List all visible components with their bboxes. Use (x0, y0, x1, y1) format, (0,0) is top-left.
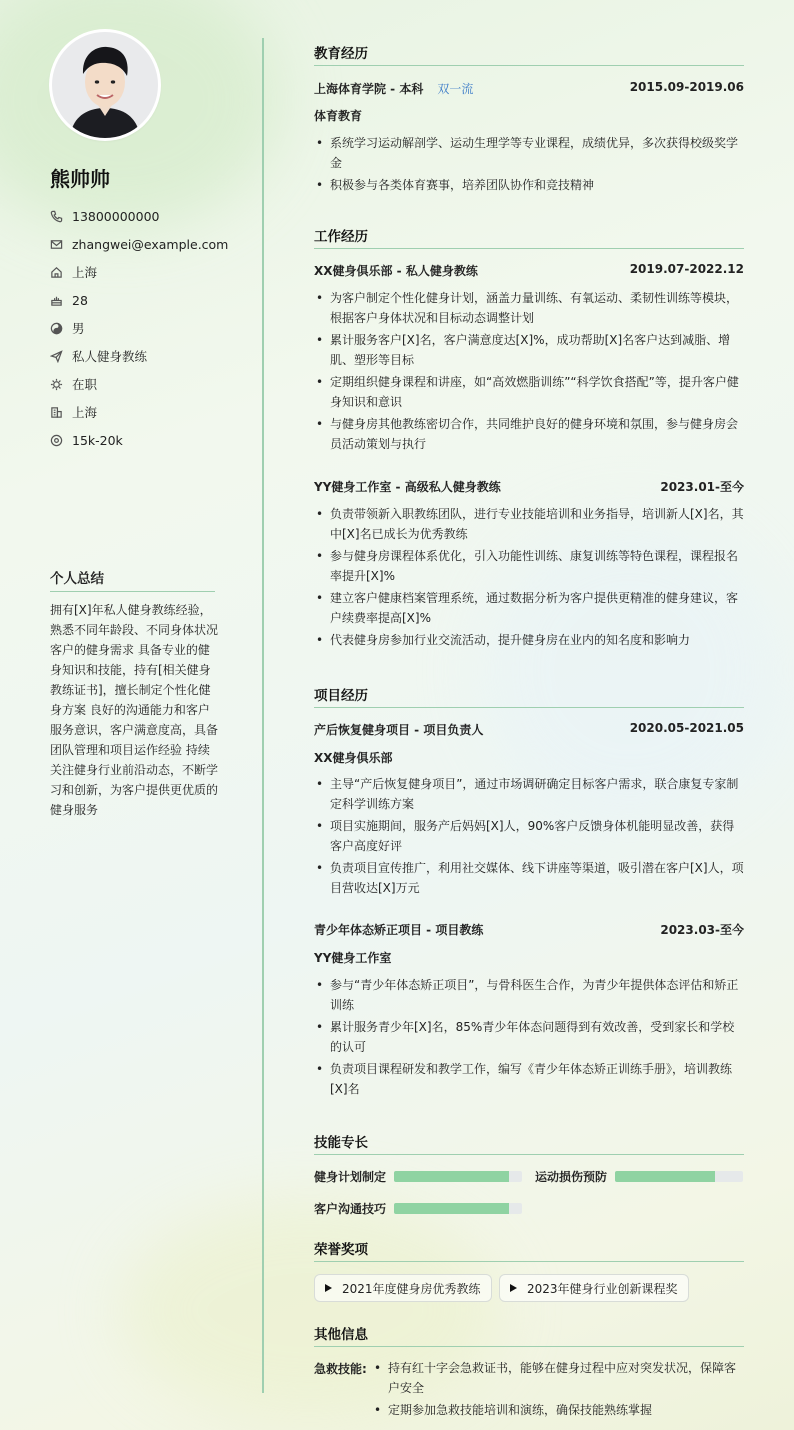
skill-bar (394, 1171, 522, 1182)
info-email-text: zhangwei@example.com (72, 236, 229, 252)
info-phone (50, 202, 260, 230)
award-text: 2021年度健身房优秀教练 (342, 1281, 481, 1296)
education-major: 体育教育 (314, 109, 363, 123)
info-location-text: 上海 (72, 265, 98, 280)
info-email (50, 230, 260, 258)
list-item: • 累计服务青少年[X]名，85%青少年体态问题得到有效改善，受到家长和学校的认可 (314, 1017, 744, 1057)
other-section-title: 其他信息 (314, 1323, 744, 1347)
list-item: • 负责带领新入职教练团队，进行专业技能培训和业务指导，培训新人[X]名，其中[X]名已成长为优秀教练 (314, 504, 744, 544)
project-2-org: YY健身工作室 (314, 951, 392, 965)
project-1-head (314, 721, 744, 738)
list-item: • 持有红十字会急救证书，能够在健身过程中应对突发状况，保障客户安全 (372, 1358, 744, 1398)
job-2-title: YY健身工作室 - 高级私人健身教练 (314, 480, 501, 494)
info-salary-text: 15k-20k (72, 432, 123, 448)
skill-bar (394, 1203, 522, 1214)
list-item: • 代表健身房参加行业交流活动，提升健身房在业内的知名度和影响力 (314, 630, 744, 650)
job-1-title: XX健身俱乐部 - 私人健身教练 (314, 264, 478, 278)
salary-icon (50, 434, 63, 447)
list-item: • 主导“产后恢复健身项目”，通过市场调研确定目标客户需求，联合康复专家制定科学训练方案 (314, 774, 744, 814)
avatar (52, 32, 158, 138)
home-icon (50, 266, 63, 279)
list-item: • 参与“青少年体态矫正项目”，与骨科医生合作，为青少年提供体态评估和矫正训练 (314, 975, 744, 1015)
mail-icon (50, 238, 63, 251)
profile-name: 熊帅帅 (50, 167, 110, 191)
info-city (50, 398, 260, 426)
info-city-text: 上海 (72, 405, 98, 420)
education-row-head (314, 80, 744, 97)
summary-title: 个人总结 (50, 567, 215, 592)
skills-section-title: 技能专长 (314, 1131, 744, 1155)
education-date: 2015.09-2019.06 (629, 80, 744, 94)
skill-item (314, 1200, 522, 1217)
play-triangle-icon (325, 1284, 332, 1292)
list-item: • 定期参加急救技能培训和演练，确保技能熟练掌握 (372, 1400, 744, 1420)
play-triangle-icon (510, 1284, 517, 1292)
list-item: • 系统学习运动解剖学、运动生理学等专业课程，成绩优异，多次获得校级奖学金 (314, 133, 744, 173)
education-section-title: 教育经历 (314, 42, 744, 66)
awards-section-title: 荣誉奖项 (314, 1238, 744, 1262)
info-salary (50, 426, 260, 454)
list-item: • 建立客户健康档案管理系统，通过数据分析为客户提供更精准的健身建议，客户续费率提高[X]% (314, 588, 744, 628)
sidebar (0, 0, 262, 1430)
project-2-bullets (314, 975, 744, 1101)
info-gender (50, 314, 260, 342)
work-section-title: 工作经历 (314, 225, 744, 249)
award-text: 2023年健身行业创新课程奖 (527, 1281, 678, 1296)
job-1-head (314, 262, 744, 279)
info-age-text: 28 (72, 292, 88, 308)
job-2-head (314, 478, 744, 495)
skill-item (535, 1168, 743, 1185)
status-icon (50, 378, 63, 391)
info-age (50, 286, 260, 314)
projects-section-title: 项目经历 (314, 684, 744, 708)
list-item: • 定期组织健身课程和讲座，如“高效燃脂训练”“科学饮食搭配”等，提升客户健身知识和意识 (314, 372, 744, 412)
info-status (50, 370, 260, 398)
job-1-bullets (314, 288, 744, 456)
job-2-date: 2023.01-至今 (660, 480, 744, 494)
project-1-date: 2020.05-2021.05 (629, 721, 744, 735)
skill-bar (615, 1171, 743, 1182)
education-tag: 双一流 (437, 82, 474, 96)
info-gender-text: 男 (72, 321, 85, 336)
skill-bar-fill (394, 1171, 509, 1182)
list-item: • 累计服务客户[X]名，客户满意度达[X]%，成功帮助[X]名客户达到减脂、增肌、塑形等目标 (314, 330, 744, 370)
info-position (50, 342, 260, 370)
skill-label: 健身计划制定 (314, 1170, 387, 1184)
info-phone-text: 13800000000 (72, 208, 160, 224)
job-1-date: 2019.07-2022.12 (629, 262, 744, 276)
info-position-text: 私人健身教练 (72, 349, 148, 364)
project-2-title: 青少年体态矫正项目 - 项目教练 (314, 923, 484, 937)
skill-label: 客户沟通技巧 (314, 1202, 387, 1216)
summary-text: 拥有[X]年私人健身教练经验，熟悉不同年龄段、不同身体状况客户的健身需求 具备专业的健身知识和技能，持有[相关健身教练证书]，擅长制定个性化健身方案 良好的沟通能力和客户服务意识，客户满意度高，具备团队管理和项目运作经验 持续关注健身行业前沿动态，不断学习和创新，为客户提供更优质的健身服务 (50, 603, 219, 817)
building-icon (50, 406, 63, 419)
education-school: 上海体育学院 - 本科 (314, 82, 424, 96)
avatar-portrait-icon (52, 32, 158, 138)
skill-bar-fill (394, 1203, 509, 1214)
info-location (50, 258, 260, 286)
education-bullets (314, 133, 744, 197)
phone-icon (50, 210, 63, 223)
list-item: • 负责项目课程研发和教学工作，编写《青少年体态矫正训练手册》，培训教练[X]名 (314, 1059, 744, 1099)
info-status-text: 在职 (72, 377, 98, 392)
award-badge (314, 1274, 492, 1302)
send-icon (50, 350, 63, 363)
list-item: • 负责项目宣传推广，利用社交媒体、线下讲座等渠道，吸引潜在客户[X]人，项目营收达[X]万元 (314, 858, 744, 898)
project-1-title: 产后恢复健身项目 - 项目负责人 (314, 723, 484, 737)
award-badge (499, 1274, 689, 1302)
project-2-head (314, 921, 744, 938)
list-item: • 项目实施期间，服务产后妈妈[X]人，90%客户反馈身体机能明显改善，获得客户高度好评 (314, 816, 744, 856)
age-icon (50, 294, 63, 307)
contact-info-list (50, 202, 260, 454)
other-label: 急救技能: (314, 1362, 367, 1376)
vertical-divider (262, 38, 264, 1393)
skill-bar-fill (615, 1171, 715, 1182)
project-2-date: 2023.03-至今 (660, 923, 744, 937)
list-item: • 为客户制定个性化健身计划，涵盖力量训练、有氧运动、柔韧性训练等模块，根据客户身体状况和目标动态调整计划 (314, 288, 744, 328)
gender-icon (50, 322, 63, 335)
project-1-org: XX健身俱乐部 (314, 751, 393, 765)
project-1-bullets (314, 774, 744, 900)
job-2-bullets (314, 504, 744, 652)
list-item: • 积极参与各类体育赛事，培养团队协作和竞技精神 (314, 175, 744, 195)
list-item: • 与健身房其他教练密切合作，共同维护良好的健身环境和氛围，参与健身房会员活动策划与执行 (314, 414, 744, 454)
skill-label: 运动损伤预防 (535, 1170, 608, 1184)
skill-item (314, 1168, 522, 1185)
other-bullets (372, 1358, 744, 1422)
list-item: • 参与健身房课程体系优化，引入功能性训练、康复训练等特色课程，课程报名率提升[X]% (314, 546, 744, 586)
